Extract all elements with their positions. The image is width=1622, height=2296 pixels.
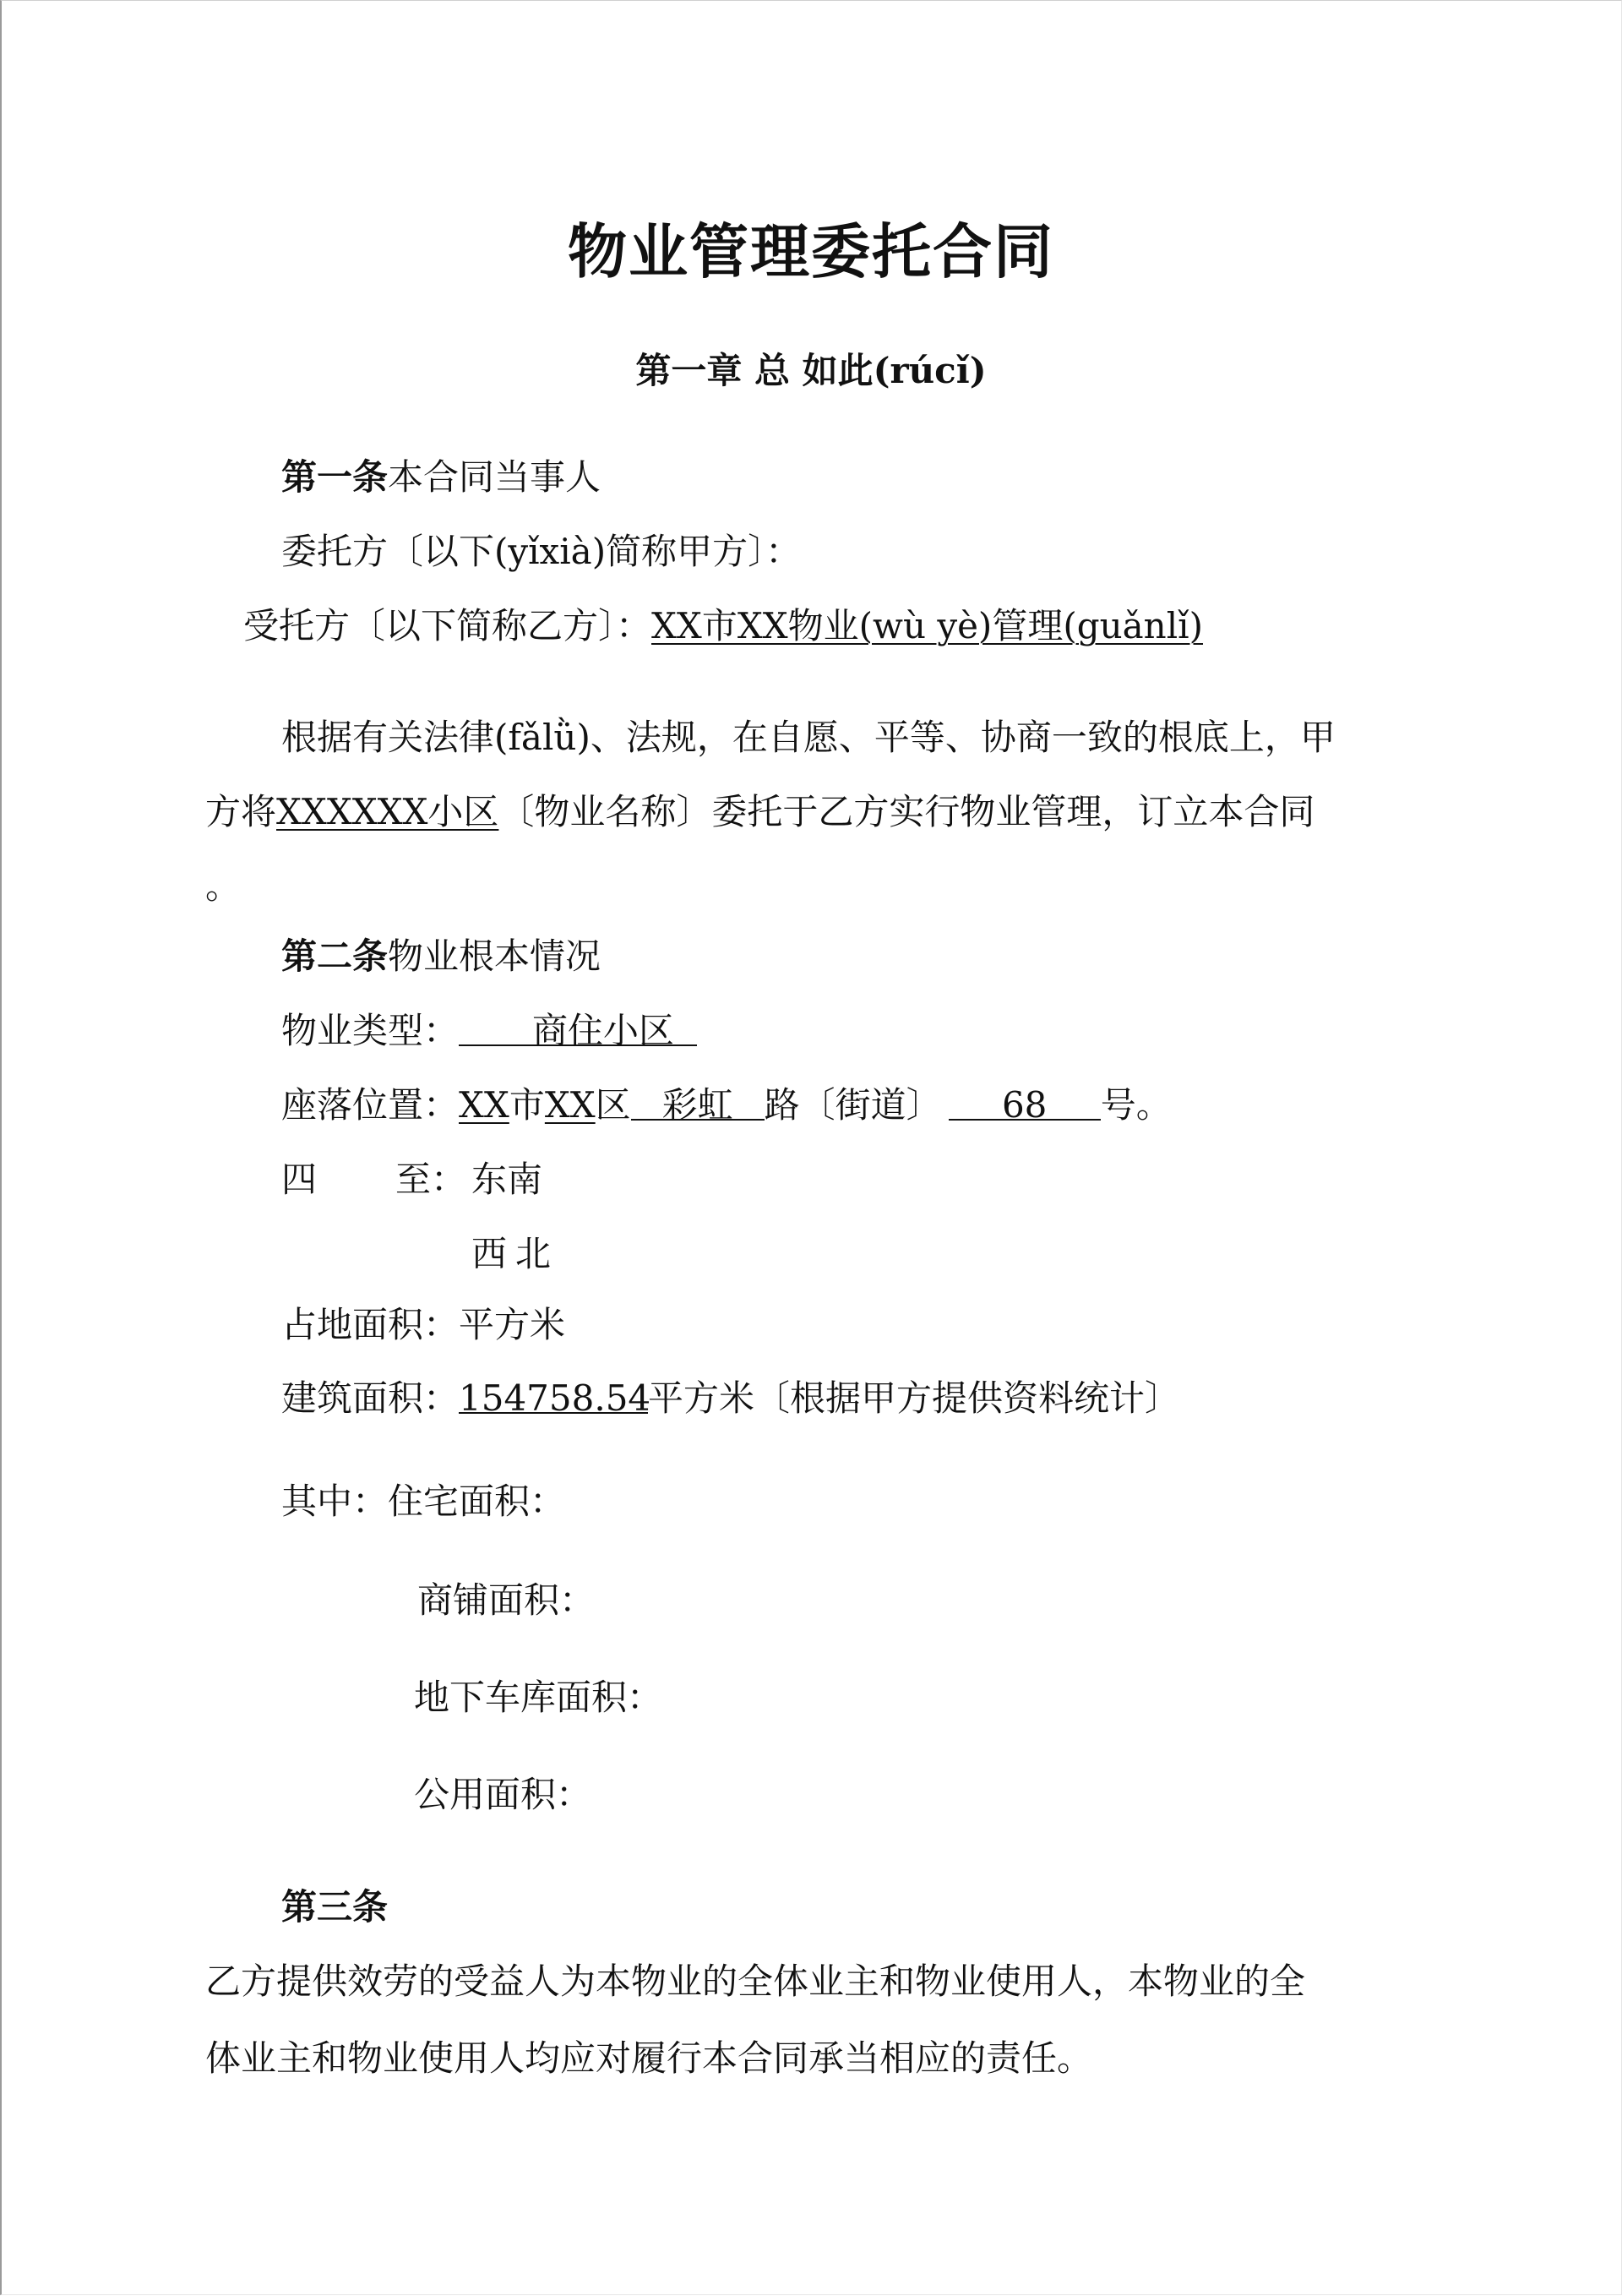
- residential-area-label: 其中：住宅面积：: [281, 1481, 566, 1522]
- boundary-east: 东: [471, 1159, 508, 1200]
- article-1-number: 第一条: [281, 456, 389, 498]
- shop-area-label: 商铺面积：: [417, 1579, 596, 1621]
- article-2-title: 物业根本情况: [388, 935, 601, 977]
- garage-area-label: 地下车库面积：: [414, 1677, 663, 1718]
- location-number-field: [949, 1082, 1101, 1126]
- intro-line-3: 。: [205, 865, 242, 907]
- boundary-south: 南: [507, 1159, 543, 1200]
- boundary-east-south: [471, 1156, 542, 1203]
- intro-line-2-pre: 方将: [205, 791, 277, 832]
- article-1-heading: [281, 454, 601, 501]
- building-area-line: [281, 1375, 1180, 1422]
- article-3-line-2: 体业主和物业使用人均应对履行本合同承当相应的责任。: [205, 2037, 1093, 2079]
- property-type-label: 物业类型：: [281, 1010, 460, 1051]
- location-number-suffix: 号。: [1100, 1084, 1172, 1126]
- intro-line-2: [205, 788, 1314, 836]
- location-city-suffix: 市: [509, 1084, 545, 1126]
- land-area-line: [281, 1301, 565, 1349]
- article-2-number: 第二条: [281, 935, 389, 977]
- location-district-suffix: 区: [595, 1084, 631, 1126]
- property-name: XXXXXX小区: [276, 791, 499, 832]
- boundary-label-b: 至：: [395, 1159, 467, 1200]
- document-title: 物业管理委托合同: [568, 216, 1054, 286]
- location-road: 彩虹: [661, 1084, 733, 1126]
- property-type-value: 商住小区: [532, 1010, 675, 1051]
- land-area-label: 占地面积：: [281, 1304, 460, 1345]
- public-area-label: 公用面积：: [414, 1774, 592, 1815]
- intro-line-1: 根据有关法律(fǎlǜ)、法规，在自愿、平等、协商一致的根底上，甲: [281, 717, 1336, 758]
- property-type-field: [459, 1007, 697, 1051]
- article-3-line-1: 乙方提供效劳的受益人为本物业的全体业主和物业使用人，本物业的全: [205, 1961, 1306, 2002]
- property-type-line: [281, 1007, 697, 1055]
- agent-name: XX市XX物业(wù yè)管理(guǎnlǐ): [651, 605, 1203, 646]
- article-2-heading: [281, 933, 601, 980]
- location-road-field: [631, 1082, 765, 1126]
- building-area-unit: 平方米〔根据甲方提供资料统计〕: [648, 1377, 1181, 1419]
- building-area-value: 154758.54: [459, 1377, 651, 1419]
- agent-line: [243, 603, 1203, 650]
- location-road-suffix: 路〔街道〕: [764, 1084, 942, 1126]
- land-area-unit: 平方米: [459, 1304, 566, 1345]
- location-city: XX: [459, 1084, 509, 1126]
- boundary-label-a: 四: [281, 1159, 318, 1200]
- client-label: 委托方〔以下(yǐxià)简称甲方〕：: [281, 531, 802, 572]
- building-area-label: 建筑面积：: [281, 1377, 460, 1419]
- boundary-north: 北: [515, 1233, 552, 1274]
- agent-label: 受托方〔以下简称乙方〕：: [243, 605, 652, 646]
- location-district: XX: [544, 1084, 596, 1126]
- chapter-heading: 第一章 总 如此(rúcǐ): [635, 350, 987, 391]
- building-area-field: [459, 1375, 651, 1419]
- intro-line-2-post: 〔物业名称〕委托于乙方实行物业管理，订立本合同: [498, 791, 1315, 832]
- article-3-heading: 第三条: [281, 1886, 389, 1928]
- boundary-west: 西: [471, 1233, 508, 1274]
- location-line: [281, 1082, 1172, 1129]
- article-1-title: 本合同当事人: [388, 456, 601, 498]
- boundary-line-1: [281, 1156, 317, 1203]
- boundary-west-north: [471, 1230, 551, 1278]
- location-label: 座落位置：: [281, 1084, 460, 1126]
- location-number: 68: [1001, 1084, 1048, 1126]
